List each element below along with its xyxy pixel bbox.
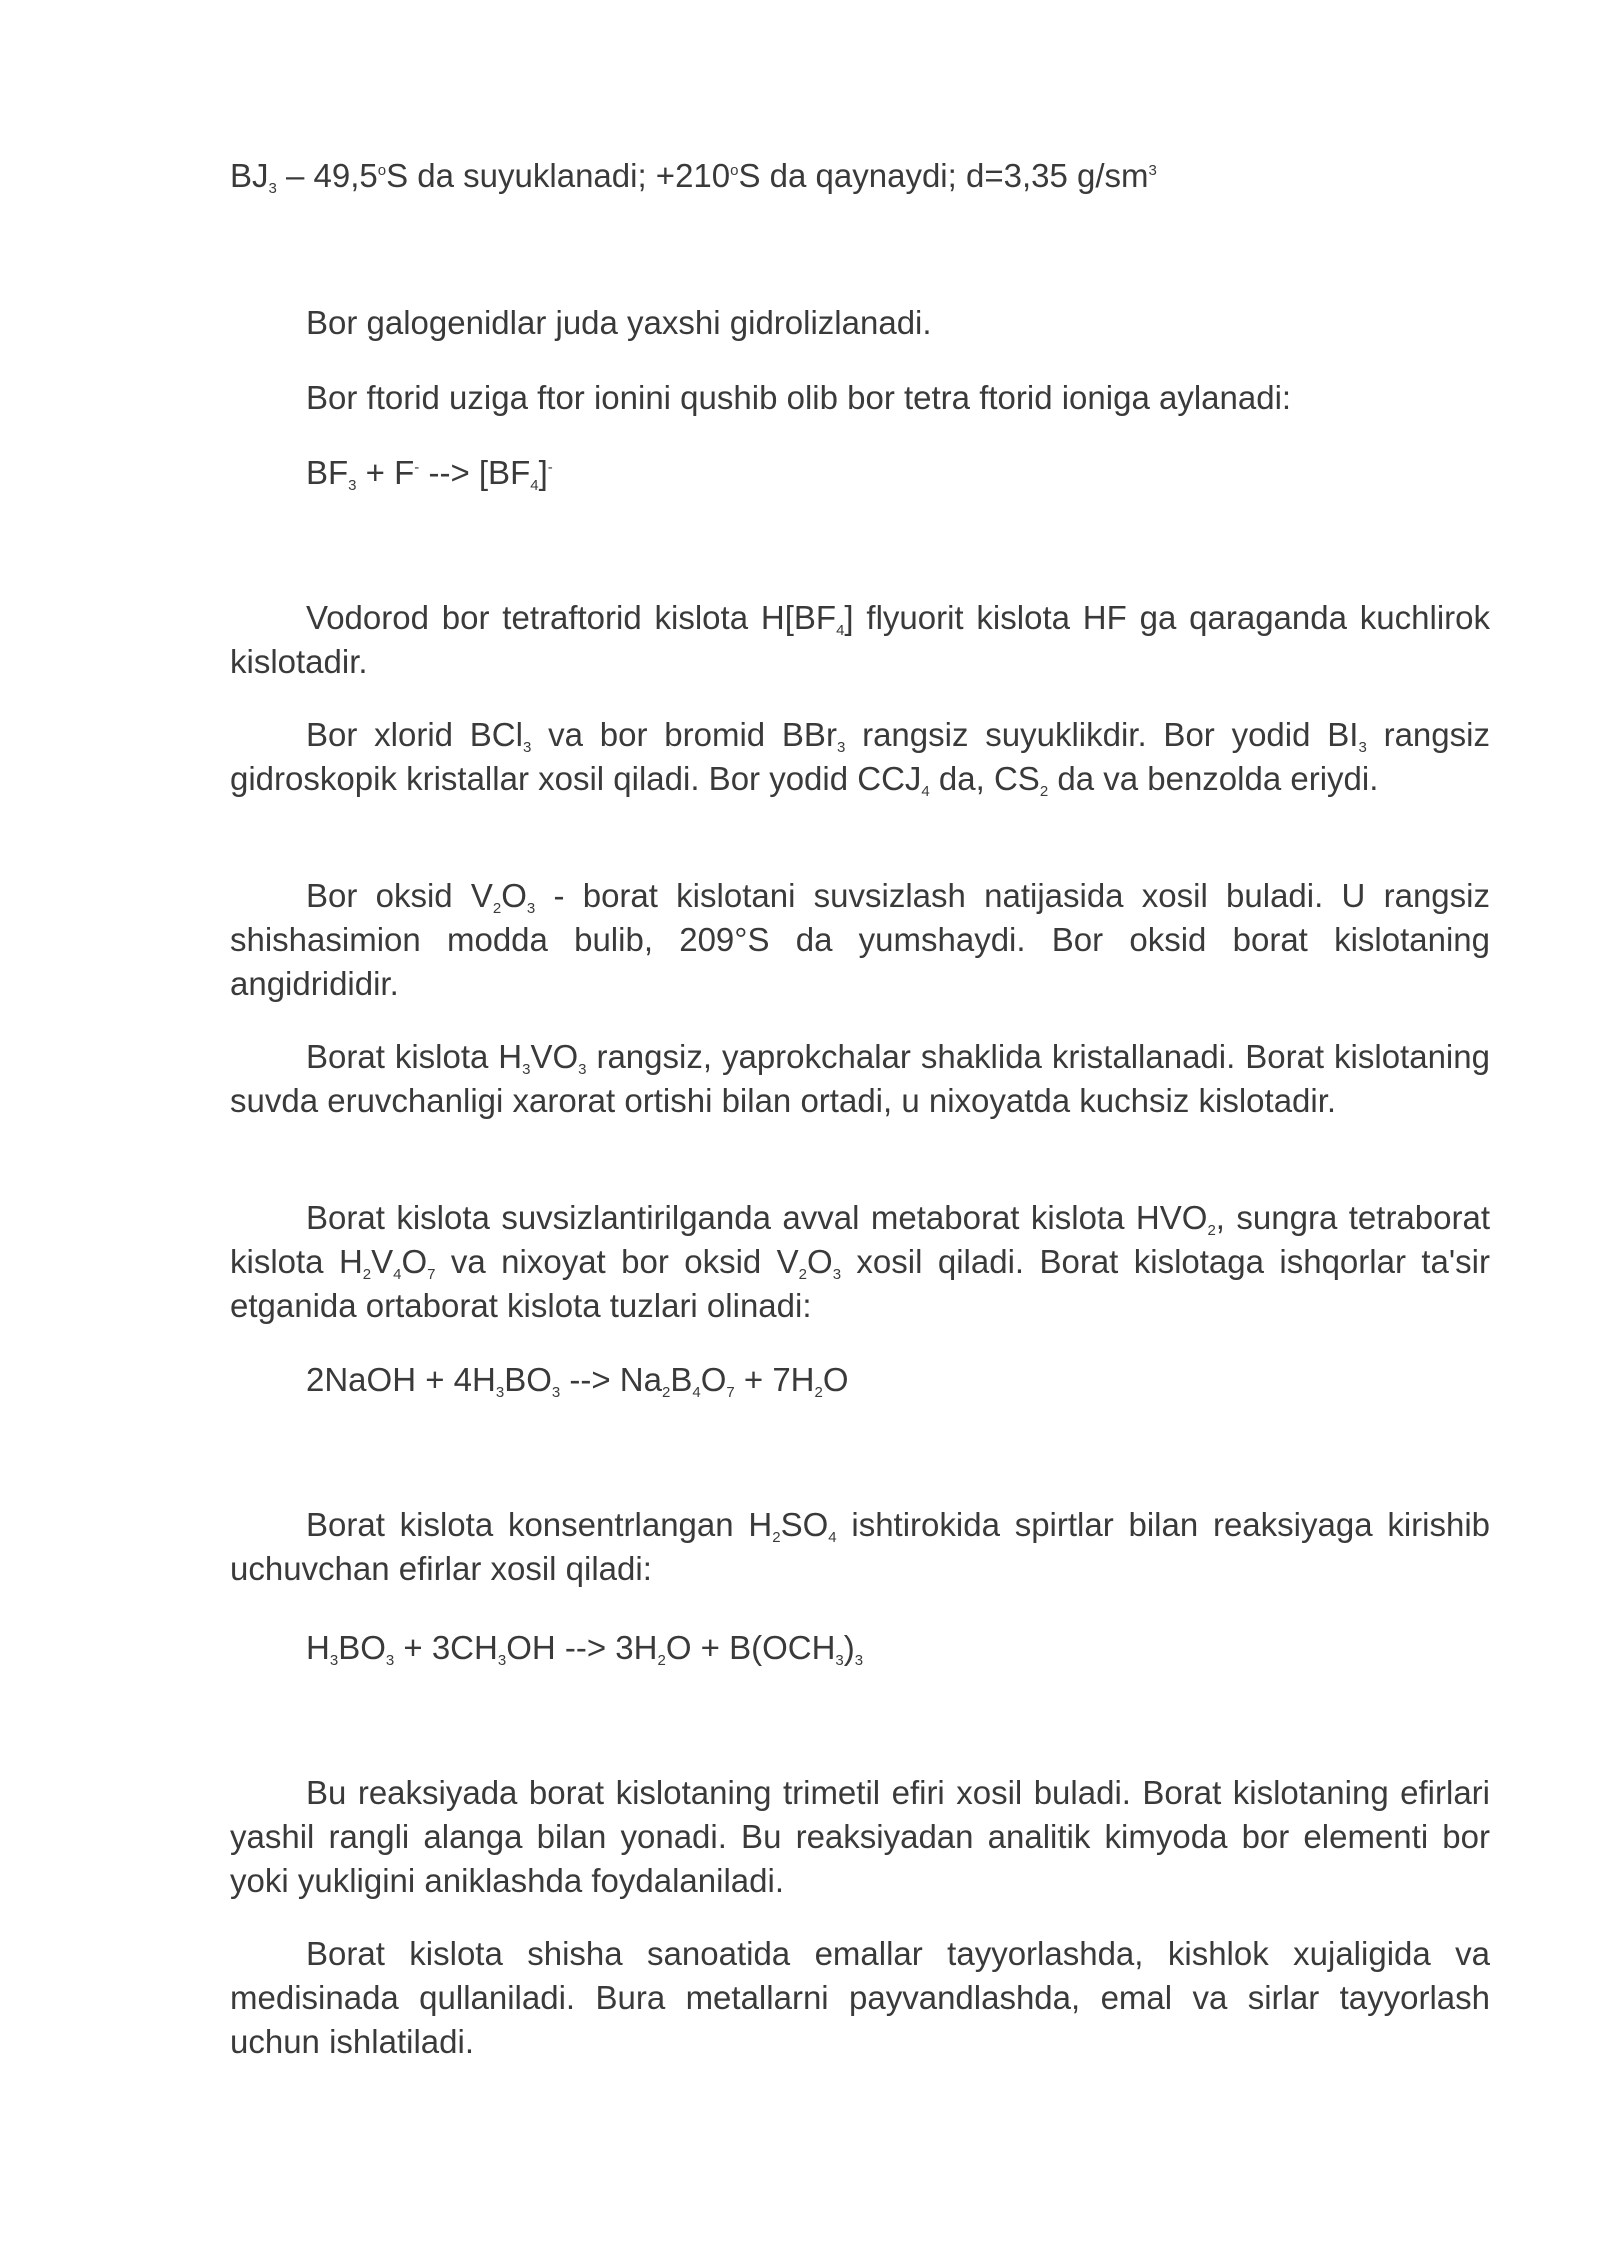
equation-bf4 (306, 451, 1490, 495)
text-segment: 3 (578, 1061, 587, 1078)
text-segment: O (401, 1243, 428, 1280)
text-segment: BJ (230, 157, 269, 194)
text-segment: Vodorod bor tetraftorid kislota H[BF (306, 599, 837, 636)
paragraph-bor-halides (230, 713, 1490, 801)
text-segment: 3 (526, 900, 536, 917)
text-segment: S da qaynaydi; d=3,35 g/sm (738, 157, 1149, 194)
text-segment: 2 (1207, 1222, 1216, 1239)
text-segment: 3 (854, 1652, 864, 1669)
text-segment: H (306, 1629, 330, 1666)
text-segment: O (807, 1243, 833, 1280)
text-segment: 2 (492, 900, 502, 917)
text-segment: OH --> 3H (506, 1629, 658, 1666)
text-segment: - (414, 459, 420, 476)
text-segment: 2 (362, 1266, 372, 1283)
text-segment: da va benzolda eriydi. (1048, 760, 1379, 797)
text-segment: 2NaOH + 4H (306, 1361, 496, 1398)
text-segment: 4 (828, 1529, 837, 1546)
text-segment: Bu reaksiyada borat kislotaning trimetil efiri xosil buladi. Borat kislotaning efirlari yashil rangli alanga bilan yonadi. Bu reaksiyadan analitik kimyoda bor elementi bor yoki yukligini aniklashda foydalaniladi. (230, 1774, 1490, 1899)
text-segment: 2 (798, 1266, 808, 1283)
text-segment: 3 (1358, 739, 1367, 756)
bj3-properties-line (230, 154, 1490, 198)
paragraph-dehydration (230, 1196, 1490, 1328)
text-segment: xosil qiladi. Borat kislotaga ishqorlar ta'sir etganida ortaborat kislota tuzlari olinadi: (230, 1243, 1490, 1324)
text-segment: --> Na (560, 1361, 662, 1398)
text-segment: Borat kislota suvsizlantirilganda avval metaborat kislota HVO (306, 1199, 1208, 1236)
equation-trimethyl-borate (306, 1626, 1490, 1670)
text-segment: o (730, 162, 739, 179)
text-segment: 7 (427, 1266, 436, 1283)
text-segment: Bor galogenidlar juda yaxshi gidrolizlanadi. (306, 304, 932, 341)
text-segment: Borat kislota konsentrlangan H (306, 1506, 773, 1543)
text-segment: O (822, 1361, 849, 1398)
text-segment: ] (538, 454, 548, 491)
text-segment: 3 (329, 1652, 339, 1669)
text-segment: + 3CH (394, 1629, 498, 1666)
text-segment: 3 (495, 1384, 505, 1401)
text-segment: rangsiz gidroskopik kristallar xosil qiladi. Bor yodid CCJ (230, 716, 1490, 797)
text-segment: o (377, 162, 387, 179)
text-segment: va nixoyat bor oksid V (435, 1243, 799, 1280)
text-segment: O (501, 877, 527, 914)
text-segment: 3 (835, 1652, 844, 1669)
equation-borax (306, 1358, 1490, 1402)
text-segment: BF (306, 454, 349, 491)
paragraph-hbf4-acid (230, 596, 1490, 684)
text-segment: Bor xlorid BCl (306, 716, 523, 753)
text-segment: 3 (522, 739, 532, 756)
text-segment: 2 (1039, 783, 1049, 800)
text-segment: V (371, 1243, 394, 1280)
text-segment: + F (356, 454, 415, 491)
text-segment: --> [BF (419, 454, 531, 491)
text-segment: Borat kislota shisha sanoatida emallar tayyorlashda, kishlok xujaligida va medisinada qullaniladi. Bura metallarni payvandlashda, emal va sirlar tayyorlash uchun ishlatiladi. (230, 1935, 1490, 2060)
paragraph-hydrolysis (306, 301, 1490, 345)
text-segment: 3 (832, 1266, 842, 1283)
text-segment: + 7H (734, 1361, 815, 1398)
text-segment: 2 (814, 1384, 823, 1401)
text-segment: ishtirokida spirtlar bilan reaksiyaga kirishib uchuvchan efirlar xosil qiladi: (230, 1506, 1491, 1587)
text-segment: 2 (657, 1652, 666, 1669)
text-segment: ) (843, 1629, 855, 1666)
text-segment: 4 (530, 477, 539, 494)
text-segment: 7 (726, 1384, 735, 1401)
text-segment: 3 (1148, 162, 1157, 179)
text-segment: 3 (385, 1652, 395, 1669)
text-segment: O + B(OCH (665, 1629, 836, 1666)
text-segment: S da suyuklanadi; +210 (386, 157, 731, 194)
text-segment: - borat kislotani suvsizlash natijasida xosil buladi. U rangsiz shishasimion modda bulib, 209°S da yumshaydi. Bor oksid borat kislotaning angidrididir. (230, 877, 1490, 1002)
text-segment: O (700, 1361, 727, 1398)
paragraph-bor-oxide (230, 874, 1490, 1006)
text-segment: 3 (268, 180, 277, 197)
text-segment: 2 (772, 1529, 781, 1546)
text-segment: 2 (662, 1384, 671, 1401)
text-segment: 3 (836, 739, 846, 756)
text-segment: 3 (497, 1652, 507, 1669)
text-segment: da, CS (929, 760, 1040, 797)
text-segment: B (670, 1361, 693, 1398)
text-segment: , sungra tetraborat kislota H (230, 1199, 1491, 1280)
text-segment: ] flyuorit kislota HF ga qaraganda kuchlirok kislotadir. (230, 599, 1490, 680)
text-segment: Borat kislota H (306, 1038, 523, 1075)
text-segment: 3 (551, 1384, 561, 1401)
text-segment: 3 (522, 1061, 531, 1078)
text-segment: 4 (921, 783, 930, 800)
text-segment: Bor ftorid uziga ftor ionini qushib olib bor tetra ftorid ioniga aylanadi: (306, 379, 1292, 416)
text-segment: SO (780, 1506, 829, 1543)
text-segment: 4 (393, 1266, 402, 1283)
text-segment: – 49,5 (276, 157, 378, 194)
text-segment: 4 (836, 622, 845, 639)
paragraph-tetrafluoride (306, 376, 1490, 420)
text-segment: BO (338, 1629, 386, 1666)
text-segment: VO (530, 1038, 579, 1075)
text-segment: rangsiz, yaprokchalar shaklida kristallanadi. Borat kislotaning suvda eruvchanligi xarorat ortishi bilan ortadi, u nixoyatda kuchsiz kislotadir. (230, 1038, 1490, 1119)
text-segment: rangsiz suyuklikdir. Bor yodid BI (845, 716, 1359, 753)
text-segment: va bor bromid BBr (531, 716, 837, 753)
paragraph-flame-test (230, 1771, 1490, 1903)
paragraph-borat-acid (230, 1035, 1490, 1123)
paragraph-applications (230, 1932, 1490, 2064)
text-segment: 3 (348, 477, 357, 494)
text-segment: Bor oksid V (306, 877, 493, 914)
text-segment: - (547, 459, 553, 476)
text-segment: 4 (692, 1384, 701, 1401)
text-segment: BO (504, 1361, 552, 1398)
paragraph-esters (230, 1503, 1490, 1591)
